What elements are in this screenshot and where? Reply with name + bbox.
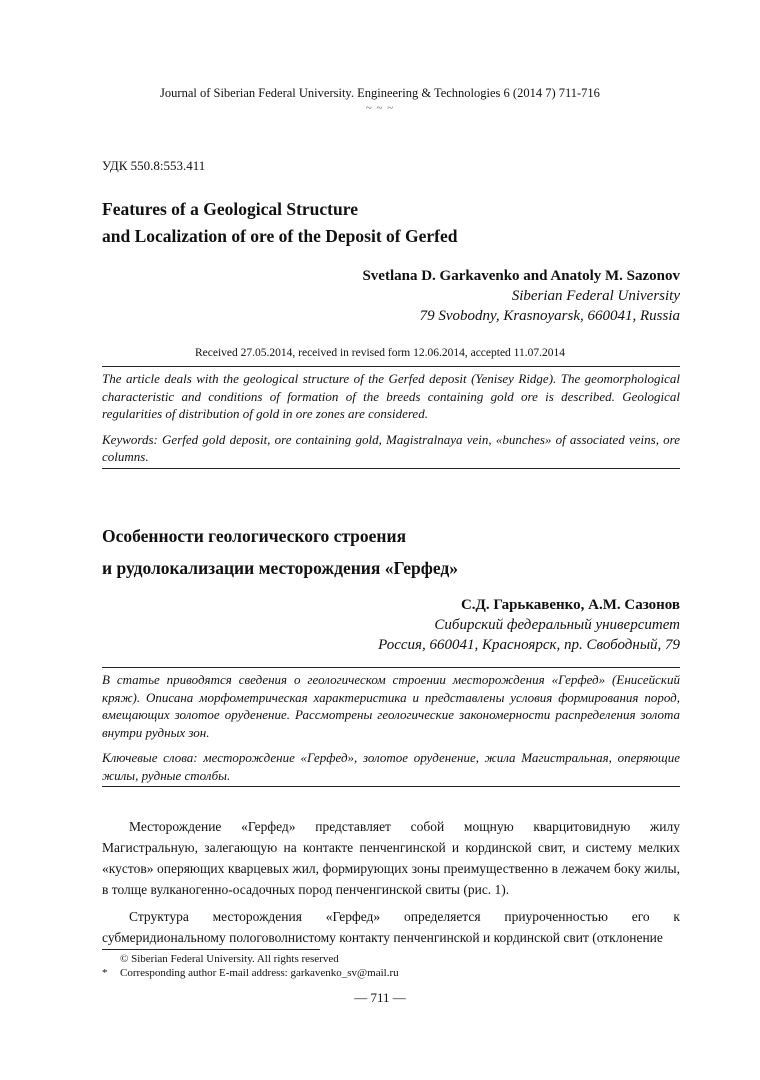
russian-authors: С.Д. Гарькавенко, А.М. Сазонов [460, 597, 680, 613]
russian-title [102, 520, 458, 584]
copyright-note [102, 952, 399, 966]
russian-title-line-1: Особенности геологического строения [102, 526, 407, 546]
body-text [102, 816, 680, 954]
russian-affiliation: Сибирский федеральный университет [434, 617, 680, 633]
english-keywords: Keywords: Gerfed gold deposit, ore containing gold, Magistralnaya vein, «bunches» of associated veins, ore columns. [102, 431, 680, 464]
english-address: 79 Svobodny, Krasnoyarsk, 660041, Russia [419, 308, 680, 324]
footnotes [102, 952, 399, 980]
english-author-block [362, 266, 680, 326]
russian-abstract-top-rule [102, 667, 680, 668]
russian-abstract [102, 671, 680, 784]
received-dates: Received 27.05.2014, received in revised form 12.06.2014, accepted 11.07.2014 [194, 347, 566, 359]
corresponding-author-text: Corresponding author E-mail address: garkavenko_sv@mail.ru [120, 967, 399, 979]
footnote-separator [102, 949, 320, 950]
page-number: — 711 — [354, 990, 406, 1005]
english-abstract-bottom-rule [102, 468, 680, 469]
body-paragraph-1: Месторождение «Герфед» представляет собой мощную кварцитовидную жилу Магистральную, залегающую на контакте пенченгинской и кординской свит, и систему мелких «кустов» оперяющих кварцевых жил, формирующих зоны преимущественно в лежачем боку жилы, в толще вулканогенно-осадочных пород пенченгинской свиты (рис. 1). [102, 819, 680, 897]
russian-abstract-text: В статье приводятся сведения о геологическом строении месторождения «Герфед» (Енисейский кряж). Описана морфометрическая характеристика и представлены условия формирования пород, вмещающих золотое оруденение. Рассмотрены геологические закономерности распределения золота внутри рудных зон. [102, 672, 680, 740]
header-ornament: ~ ~ ~ [365, 102, 395, 114]
body-paragraph-2: Структура месторождения «Герфед» определяется приуроченностью его к субмеридиональному пологоволнистому контакту пенченгинской и кординской свит (отклонение [102, 909, 680, 945]
footnote-asterisk: * [102, 967, 108, 979]
russian-keywords: Ключевые слова: месторождение «Герфед», золотое оруденение, жила Магистральная, оперяющие жилы, рудные столбы. [102, 750, 680, 783]
english-authors: Svetlana D. Garkavenko and Anatoly M. Sazonov [362, 268, 680, 284]
english-title [102, 196, 457, 250]
russian-title-line-2: и рудолокализации месторождения «Герфед» [102, 558, 459, 578]
english-abstract [102, 370, 680, 466]
english-title-line-2: and Localization of ore of the Deposit of Gerfed [102, 226, 458, 246]
journal-header: Journal of Siberian Federal University. Engineering & Technologies 6 (2014 7) 711-716 [160, 86, 600, 100]
russian-author-block [378, 595, 680, 655]
copyright-text: © Siberian Federal University. All rights reserved [120, 953, 339, 965]
english-affiliation: Siberian Federal University [511, 288, 680, 304]
english-abstract-top-rule [102, 366, 680, 367]
udk-code: УДК 550.8:553.411 [102, 158, 206, 173]
english-abstract-text: The article deals with the geological structure of the Gerfed deposit (Yenisey Ridge). The geomorphological characteristic and conditions of formation of the breeds containing gold ore is described. Geological regularities of distribution of gold in ore zones are considered. [102, 371, 680, 421]
russian-abstract-bottom-rule [102, 786, 680, 787]
russian-address: Россия, 660041, Красноярск, пр. Свободный, 79 [378, 637, 680, 653]
corresponding-author-note [102, 966, 399, 980]
english-title-line-1: Features of a Geological Structure [102, 199, 358, 219]
